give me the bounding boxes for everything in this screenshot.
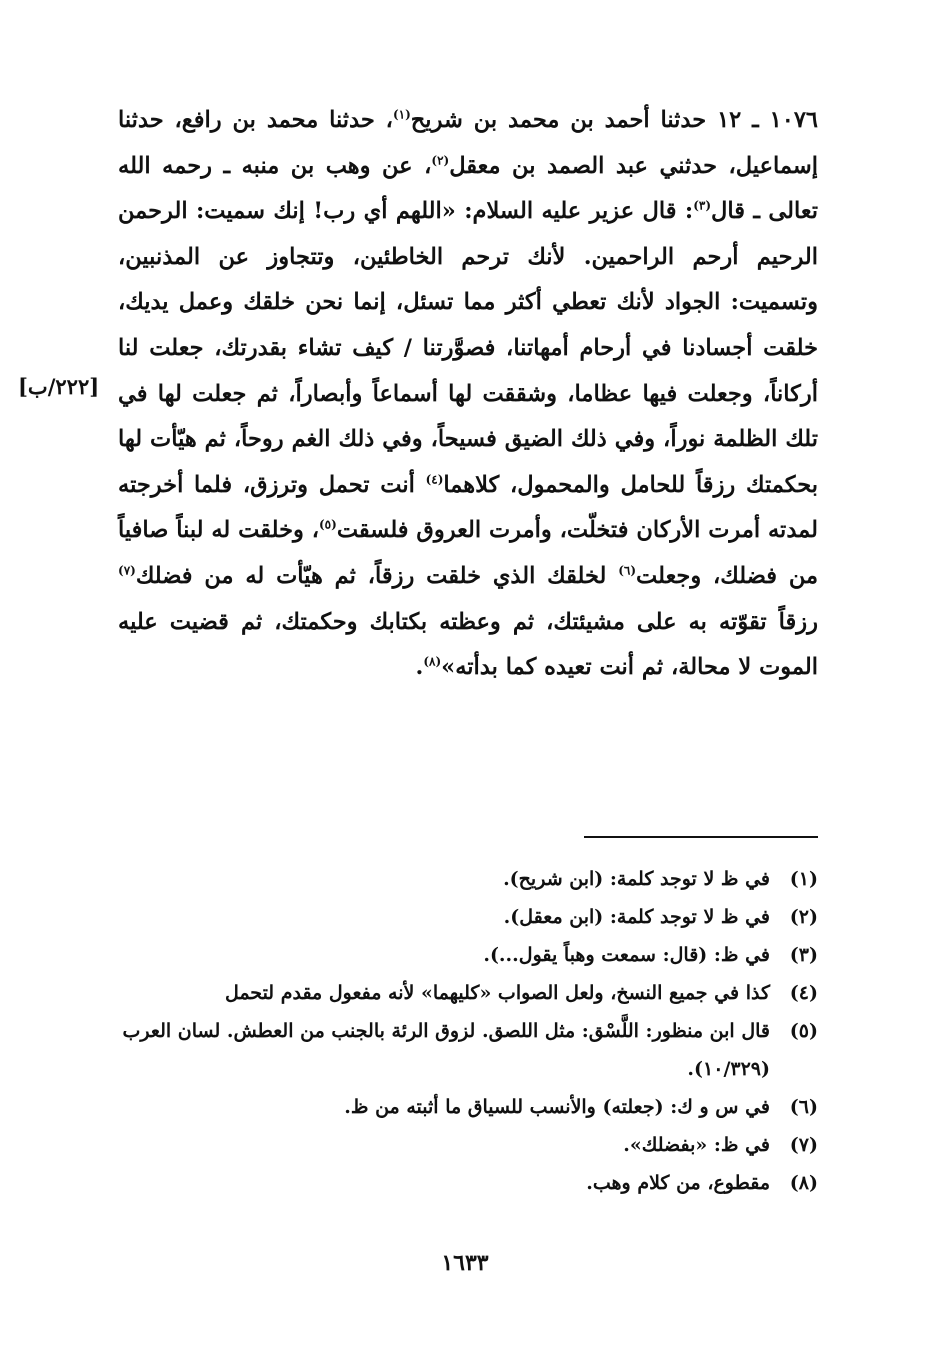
main-paragraph — [118, 98, 818, 691]
footnote-text: في ظ لا توجد كلمة: (ابن شريح). — [503, 868, 770, 890]
text-segment: رزقاً تقوّته به على مشيئتك، ثم وعظته بكتابك وحكمتك، ثم قضيت عليه الموت لا محالة، ثم أنت تعيده كما بدأته» — [118, 608, 818, 681]
footnote-number: (١) — [789, 868, 818, 890]
footnote-item — [118, 1126, 818, 1164]
footnote-item — [118, 1088, 818, 1126]
footnote-text: قال ابن منظور: اللَّسْق: مثل اللصق. لزوق الرئة بالجنب من العطش. لسان العرب (١٠/٣٢٩). — [122, 1020, 770, 1080]
text-segment: ١٠٧٦ ـ ١٢ حدثنا أحمد بن محمد بن شريح — [410, 107, 818, 133]
footnote-number: (٦) — [789, 1096, 818, 1118]
footnote-item — [118, 974, 818, 1012]
footnote-item — [118, 898, 818, 936]
footnote-ref: (١) — [392, 107, 411, 122]
footnote-number: (٤) — [789, 982, 818, 1004]
footnote-divider — [584, 836, 818, 838]
footnote-item — [118, 860, 818, 898]
footnote-item — [118, 1012, 818, 1088]
footnote-item — [118, 1164, 818, 1202]
footnote-ref: (٦) — [618, 563, 637, 578]
footnote-number: (٢) — [789, 906, 818, 928]
footnote-text: في ظ: (قال: سمعت وهباً يقول...). — [483, 944, 770, 966]
footnote-ref: (٢) — [431, 153, 450, 168]
footnote-number: (٣) — [789, 944, 818, 966]
footnote-text: في س و ك: (جعلته) والأنسب للسياق ما أثبته من ظ. — [344, 1096, 770, 1118]
footnote-item — [118, 936, 818, 974]
folio-marker: [٢٢٢/ب] — [18, 374, 100, 399]
page-number: ١٦٣٣ — [441, 1250, 489, 1276]
footnote-number: (٨) — [789, 1172, 818, 1194]
footnote-number: (٥) — [789, 1020, 818, 1042]
text-segment: ، حدثنا محمد بن رافع، حدثنا إسماعيل، حدثني عبد الصمد بن معقل — [118, 107, 818, 179]
footnote-text: كذا في جميع النسخ، ولعل الصواب «كليهما» لأنه مفعول مقدم لتحمل — [224, 982, 770, 1004]
text-segment: لخلقك الذي خلقت رزقاً، ثم هيّأت له من فضلك — [135, 562, 619, 589]
footnote-ref: (٤) — [425, 472, 444, 487]
text-segment: . — [415, 654, 424, 681]
text-segment: أنت تحمل وترزق، فلما أخرجته لمدته أمرت الأركان فتخلّت، وأمرت العروق فلسقت — [118, 471, 818, 544]
footnote-ref: (٥) — [318, 517, 337, 532]
text-segment: ، عن وهب بن منبه ـ رحمه الله تعالى ـ قال — [118, 152, 818, 225]
footnote-text: في ظ لا توجد كلمة: (ابن معقل). — [503, 906, 770, 928]
footnote-text: مقطوع، من كلام وهب. — [586, 1172, 770, 1194]
footnote-ref: (٨) — [423, 654, 442, 669]
footnote-number: (٧) — [789, 1134, 818, 1156]
footnote-text: في ظ: «بفضلك». — [623, 1134, 770, 1156]
text-segment: : قال عزير عليه السلام: «اللهم أي رب! إنك سميت: الرحمن الرحيم أرحم الراحمين. لأنك ترحم الخاطئين، وتتجاوز عن المذنبين، وتسميت: الجواد لأنك تعطي أكثر مما تسئل، إنما نحن خلقك وعمل يديك، خلقت أجسادنا في أرحام أمهاتنا، فصوَّرتنا / كيف تشاء بقدرتك، جعلت لنا أركاناً، وجعلت فيها عظاما، وشققت لها أسماعاً وأبصاراً، ثم جعلت لها في تلك الظلمة نوراً، وفي ذلك الضيق فسيحاً، وفي ذلك الغم روحاً، ثم هيّأت لها بحكمتك رزقاً للحامل والمحمول، كلاهما — [118, 198, 818, 498]
footnotes-list — [118, 860, 818, 1202]
footnote-ref: (٧) — [118, 563, 136, 578]
footnote-ref: (٣) — [693, 198, 712, 213]
text-segment: ، وخلقت له لبناً صافياً من فضلك، وجعلت — [118, 517, 818, 589]
